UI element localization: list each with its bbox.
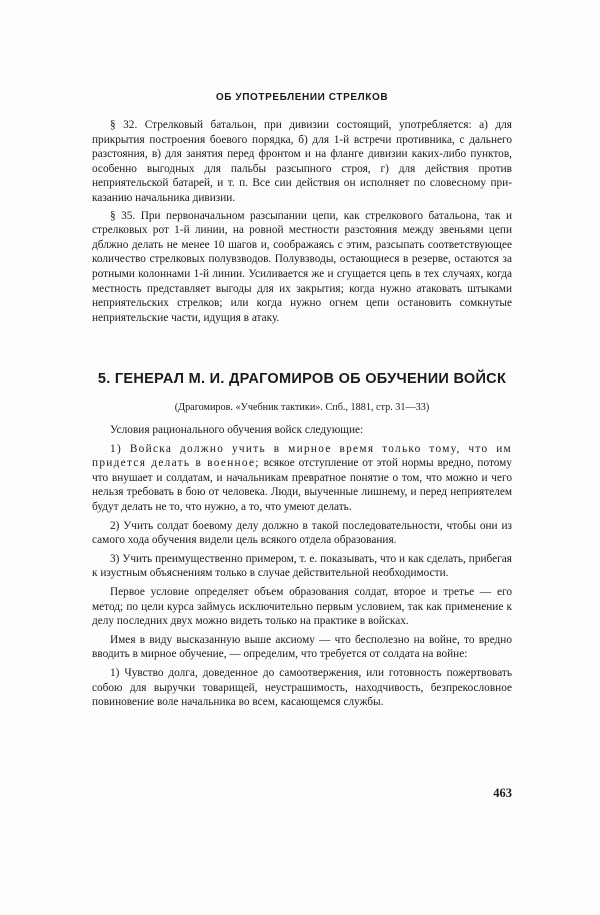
paragraph-item-3: 3) Учить преимущественно примером, т. е. показывать, что и как сделать, прибегая к изустным объяснениям только в случае действительной необходимости. — [92, 552, 512, 580]
chapter-title: 5. ГЕНЕРАЛ М. И. ДРАГОМИРОВ ОБ ОБУЧЕНИИ ВОЙСК — [97, 371, 507, 387]
running-head: ОБ УПОТРЕБЛЕНИИ СТРЕЛКОВ — [215, 92, 389, 103]
paragraph-first-condition: Первое условие определяет объем образования солдат, второе и третье — его метод; по цели курса займусь исключительно первым условием, так как применение к делу последних двух можно видеть только на практике в войсках. — [92, 585, 512, 628]
paragraph-section-32: § 32. Стрелковый батальон, при дивизии состоящий, употребляется: а) для прикрытия построения боевого порядка, б) для 1-й встречи противника, с дальнего разстояния, в) для занятия перед фронтом и на фланге дивизии каких-либо пунктов, особенно выгодных для пальбы разсыпного строя, г) для действия против неприятельской батарей, и т. п. Все сии действия он исполняет по словесному приказанию начальника дивизии. — [92, 119, 512, 204]
paragraph-item-2: 2) Учить солдат боевому делу должно в такой последовательности, чтобы они из самого хода обучения видели цель всякого отдела образования. — [92, 519, 512, 547]
source-citation: (Драгомиров. «Учебник тактики». Спб., 1881, стр. 31—33) — [174, 402, 430, 413]
paragraph-axiom: Имея в виду высказанную выше аксиому — что бесполезно на войне, то вредно вводить в мирное обучение, — определим, что требуется от солдата на войне: — [92, 633, 512, 661]
paragraph-item-1 — [92, 442, 512, 515]
section-training — [92, 423, 512, 714]
spaced-emphasis: 1) Войска должно учить в мирное время только тому, что им придется делать в военное; — [92, 442, 512, 470]
section-shooters — [92, 118, 512, 328]
paragraph-section-35: § 35. При первоначальном разсыпании цепи, как стрелкового батальона, так и стрелковых рот 1-й линии, на ровной местности разстояния между звеньями цепи дблжно делать не менее 10 шагов и, соображаясь с этим, разсыпать соответствующее количество стрелковых полувзводов. Полувзводы, остающиеся в резерве, остаются за ротными колоннами 1-й линии. Усиливается же и сгущается цепь в тех случаях, когда местность представляет выгоды для их закрытия; когда нужно атаковать штыками неприятельских стрелков; или когда нужно огнем цепи остановить сомкнутые неприятельские части, идущия в атаку. — [92, 209, 512, 324]
paragraph-duty: 1) Чувство долга, доведенное до самоотвержения, или готовность пожертвовать собою для выручки товарищей, неустрашимость, находчивость, безпрекословное повиновение воле начальника во всем, касающемся службы. — [92, 666, 512, 709]
page-number: 463 — [493, 786, 512, 800]
paragraph-intro: Условия рационального обучения войск следующие: — [110, 424, 364, 436]
item-1-rest: всякое отступление от этой нормы вредно, потому что внушает и солдатам, и начальникам превратное понятие о том, что можно и чего нельзя требовать в бою от человека. Люди, выученные лишнему, и перед неприятелем будут делать не то, что нужно, а то, что умеют делать. — [92, 457, 512, 513]
